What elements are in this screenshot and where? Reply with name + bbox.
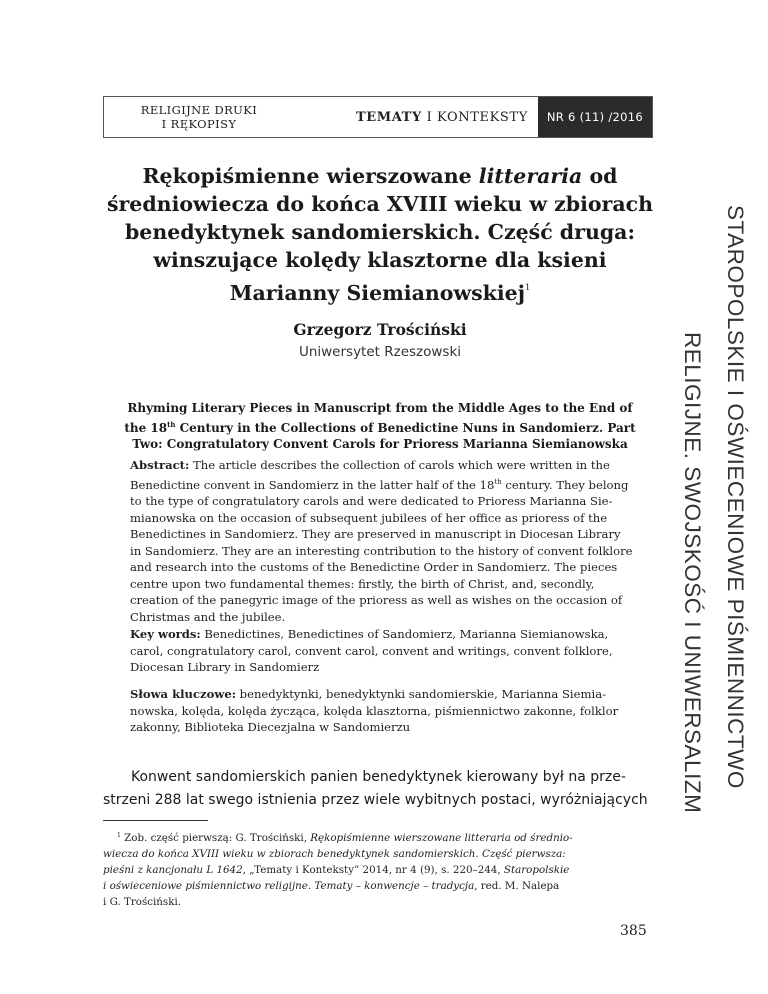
abstract-line: centre upon two fundamental themes: firstly, the birth of Christ, and, secondly, (130, 576, 595, 591)
en-title-line-3: Two: Congratulatory Convent Carols for Prioress Marianna Siemianowska (132, 437, 628, 451)
journal-name (294, 110, 538, 125)
footnote-italic: Staropolskie (503, 864, 570, 876)
footnote-divider (103, 820, 208, 821)
footnote-line-3 (103, 862, 655, 878)
polish-keywords-line: nowska, kolęda, kolęda życząca, kolęda klasztorna, piśmiennictwo zakonne, folklor (130, 703, 619, 718)
title-line-3: benedyktynek sandomierskich. Część druga: (124, 220, 636, 244)
section-line-1: RELIGIJNE DRUKI (140, 103, 258, 117)
english-title (100, 400, 660, 453)
abstract-line: and research into the customs of the Benedictine Order in Sandomierz. The pieces (130, 560, 618, 574)
journal-name-bold: TEMATY (355, 109, 422, 125)
keywords-label: Key words: (130, 627, 201, 641)
footnote-mark: 1 (117, 832, 121, 839)
title-line-1-a: Rękopiśmienne wierszowane (142, 164, 479, 188)
polish-keywords-line: zakonny, Biblioteka Diecezjalna w Sandomierzu (130, 720, 411, 734)
spine-line-2: RELIGIJNE. SWOJSKOŚĆ I UNIWERSALIZM (680, 332, 705, 814)
abstract-line (130, 474, 660, 494)
en-title-line-2-a: the 18 (124, 420, 168, 435)
abstract-text: Benedictine convent in Sandomierz in the latter half of the 18 (130, 477, 495, 492)
footnote-italic: i oświeceniowe piśmiennictwo religijne. Tematy – konwencje – tradycja (103, 880, 475, 892)
keywords-line (130, 626, 660, 643)
abstract (130, 457, 660, 625)
en-title-line-1: Rhyming Literary Pieces in Manuscript from the Middle Ages to the End of (127, 401, 633, 415)
author-affiliation: Uniwersytet Rzeszowski (298, 344, 462, 360)
footnote-italic: wiecza do końca XVIII wieku w zbiorach benedyktynek sandomierskich. Część pierwsza: (103, 848, 566, 860)
article-title (95, 162, 665, 307)
title-line-1 (95, 162, 665, 190)
footnote-text: , red. M. Nalepa (474, 880, 560, 892)
en-title-sup: th (167, 419, 176, 429)
footnote-line-4 (103, 878, 655, 894)
footnote-line-1 (103, 828, 655, 846)
keywords-line: carol, congratulatory carol, convent carol, convent and writings, convent folklore, (130, 643, 613, 658)
abstract-line (130, 457, 660, 474)
abstract-line: mianowska on the occasion of subsequent jubilees of her office as prioress of the (130, 510, 608, 525)
abstract-line: Christmas and the jubilee. (130, 609, 286, 624)
running-header (103, 96, 653, 138)
title-footnote-mark[interactable]: 1 (525, 283, 531, 292)
title-italic-term: litteraria (478, 164, 583, 188)
title-line-2: średniowiecza do końca XVIII wieku w zbiorach (106, 192, 654, 216)
footnote-text: , „Tematy i Konteksty” 2014, nr 4 (9), s. 220–244, (242, 864, 504, 876)
footnote-italic: pieśni z kancjonału L 1642 (103, 864, 243, 876)
journal-name-rest: I KONTEKSTY (421, 109, 528, 125)
body-line-2: strzeni 288 lat swego istnienia przez wiele wybitnych postaci, wyróżniających (103, 792, 648, 808)
section-name (104, 103, 294, 131)
section-line-2: I RĘKOPISY (161, 117, 237, 131)
abstract-label: Abstract: (130, 458, 190, 472)
polish-keywords (130, 686, 660, 736)
polish-keywords-line (130, 686, 660, 703)
title-line-5-text: Marianny Siemianowskiej (229, 281, 526, 305)
title-line-1-b: od (582, 164, 618, 188)
abstract-line: to the type of congratulatory carols and were dedicated to Prioress Marianna Sie- (130, 494, 613, 508)
keywords (130, 626, 660, 676)
en-title-line-2-b: Century in the Collections of Benedictine Nuns in Sandomierz. Part (175, 420, 636, 435)
page-number: 385 (620, 923, 647, 939)
author-name: Grzegorz Trościński (293, 320, 467, 339)
abstract-text: century. They belong (501, 477, 629, 492)
abstract-line: Benedictines in Sandomierz. They are preserved in manuscript in Diocesan Library (130, 527, 621, 541)
abstract-text: The article describes the collection of carols which were written in the (189, 458, 610, 472)
footnote-line-5: i G. Trościński. (103, 896, 182, 908)
footnote-text: Zob. część pierwszą: G. Trościński, (120, 832, 311, 844)
issue-badge: NR 6 (11) /2016 (538, 97, 652, 137)
polish-keywords-text: benedyktynki, benedyktynki sandomierskie, Marianna Siemia- (235, 687, 607, 701)
polish-keywords-label: Słowa kluczowe: (130, 687, 236, 701)
title-line-5 (95, 274, 665, 307)
title-line-4: winszujące kolędy klasztorne dla ksieni (153, 248, 607, 272)
keywords-text: Benedictines, Benedictines of Sandomierz, Marianna Siemianowska, (200, 627, 609, 641)
body-paragraph (103, 766, 655, 812)
footnote-line-2 (103, 846, 655, 862)
body-line-1: Konwent sandomierskich panien benedyktynek kierowany był na prze- (131, 769, 626, 785)
keywords-line: Diocesan Library in Sandomierz (130, 660, 320, 674)
spine-line-1: STAROPOLSKIE I OŚWIECENIOWE PIŚMIENNICTWO (723, 205, 748, 789)
footnote (103, 828, 655, 910)
abstract-line: creation of the panegyric image of the prioress as well as wishes on the occasion of (130, 593, 623, 607)
abstract-sup: th (494, 477, 502, 486)
en-title-line-2 (100, 417, 660, 437)
footnote-italic: Rękopiśmienne wierszowane litteraria od średnio- (310, 832, 573, 844)
abstract-line: in Sandomierz. They are an interesting contribution to the history of convent folklore (130, 543, 633, 558)
